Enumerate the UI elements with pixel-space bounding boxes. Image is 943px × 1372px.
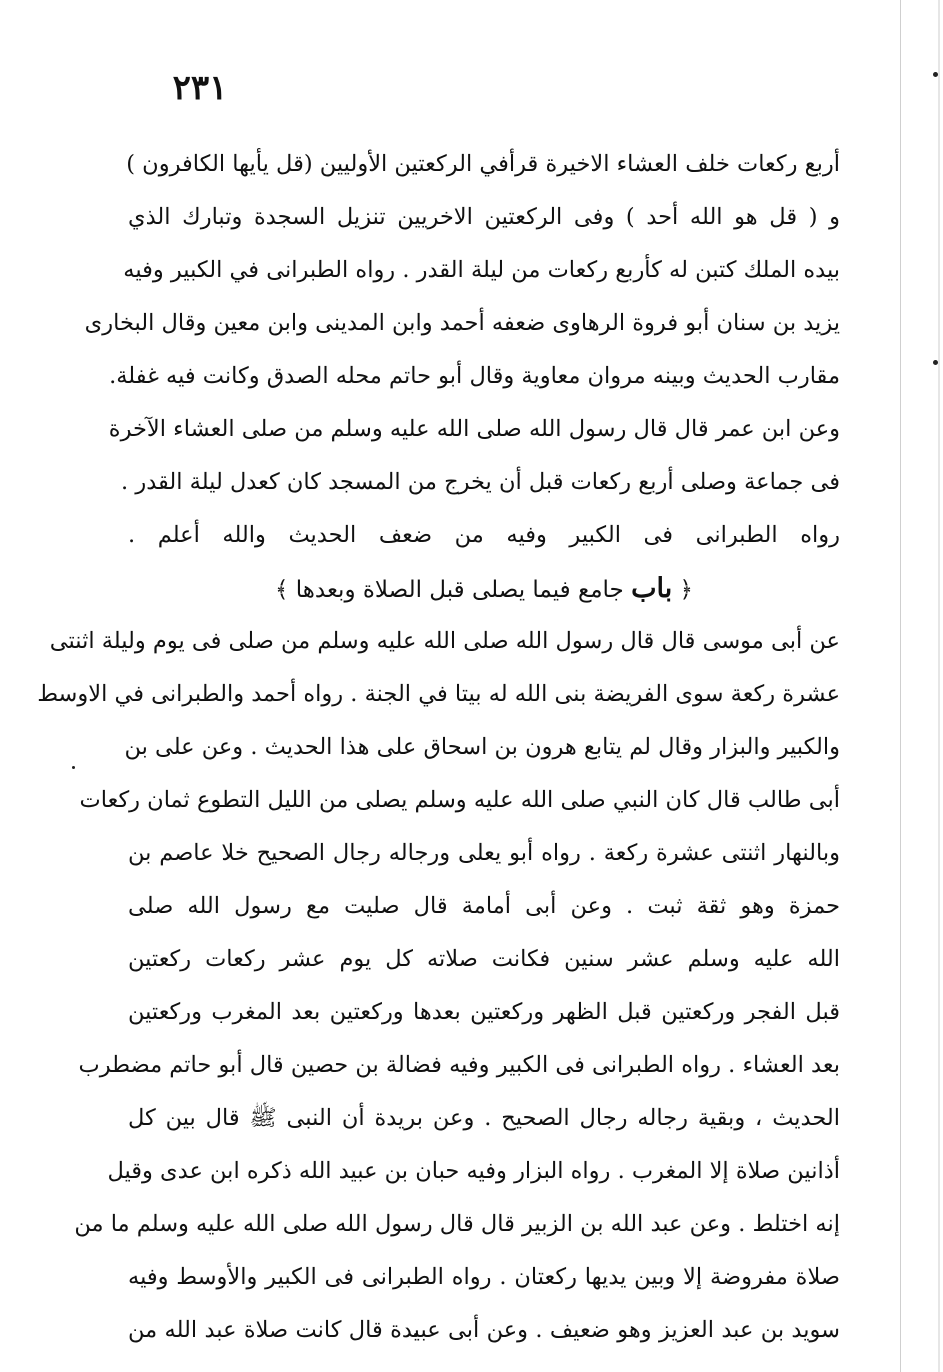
text-line: قبل الفجر وركعتين قبل الظهر وركعتين بعدها وركعتين بعد المغرب وركعتين — [128, 999, 840, 1025]
page-edge-shadow — [938, 0, 940, 1372]
text-line: الله عليه وسلم عشر سنين فكانت صلاته كل يوم عشر ركعات ركعتين — [128, 946, 840, 972]
page-number: ٢٣١ — [172, 68, 228, 108]
page-text — [37, 138, 840, 1357]
stray-dot — [72, 766, 75, 769]
text-line: وبالنهار اثنتى عشرة ركعة . رواه أبو يعلى ورجاله رجال الصحيح خلا عاصم بن — [128, 840, 840, 866]
text-line: صلاة مفروضة إلا وبين يديها ركعتان . رواه الطبرانى فى الكبير والأوسط وفيه — [128, 1264, 840, 1290]
text-line: بيده الملك كتبن له كأربع ركعات من ليلة القدر . رواه الطبرانى في الكبير وفيه — [123, 257, 840, 283]
text-line: بعد العشاء . رواه الطبرانى فى الكبير وفيه فضالة بن حصين قال أبو حاتم مضطرب — [78, 1052, 840, 1078]
text-line: سويد بن عبد العزيز وهو ضعيف . وعن أبى عبيدة قال كانت صلاة عبد الله من — [128, 1317, 840, 1343]
text-line: الحديث ، وبقية رجاله رجال الصحيح . وعن بريدة أن النبى ﷺ قال بين كل — [128, 1105, 840, 1131]
margin-mark — [933, 360, 938, 365]
chapter-heading — [128, 562, 840, 615]
text-line: رواه الطبرانى فى الكبير وفيه من ضعف الحديث والله أعلم . — [128, 522, 840, 548]
text-line: أذانين صلاة إلا المغرب . رواه البزار وفيه حبان بن عبيد الله ذكره ابن عدى وقيل — [107, 1158, 840, 1184]
heading-open-bracket: ﴿ — [679, 577, 694, 603]
page-margin-rule — [900, 0, 901, 1372]
heading-bab: باب — [631, 573, 673, 604]
text-line: و ( قل هو الله أحد ) وفى الركعتين الاخريين تنزيل السجدة وتبارك الذي — [128, 204, 840, 230]
text-line: عشرة ركعة سوى الفريضة بنى الله له بيتا في الجنة . رواه أحمد والطبرانى في الاوسط — [37, 681, 840, 707]
text-line: فى جماعة وصلى أربع ركعات قبل أن يخرج من المسجد كان كعدل ليلة القدر . — [121, 469, 840, 495]
text-line: حمزة وهو ثقة ثبت . وعن أبى أمامة قال صليت مع رسول الله صلى — [128, 893, 840, 919]
text-line: يزيد بن سنان أبو فروة الرهاوى ضعفه أحمد وابن المدينى وابن معين وقال البخارى — [84, 310, 840, 336]
heading-title: جامع فيما يصلى قبل الصلاة وبعدها — [288, 577, 624, 603]
text-line: والكبير والبزار وقال لم يتابع هرون بن اسحاق على هذا الحديث . وعن على بن — [124, 734, 840, 760]
heading-close-bracket: ﴾ — [274, 577, 289, 603]
text-line: أربع ركعات خلف العشاء الاخيرة قرأفي الركعتين الأوليين (قل يأيها الكافرون ) — [126, 151, 840, 177]
margin-mark — [933, 72, 938, 77]
text-line: إنه اختلط . وعن عبد الله بن الزبير قال قال رسول الله صلى الله عليه وسلم ما من — [74, 1211, 840, 1237]
text-line: مقارب الحديث وبينه مروان معاوية وقال أبو حاتم محله الصدق وكانت فيه غفلة. — [109, 363, 840, 389]
text-line: عن أبى موسى قال قال رسول الله صلى الله عليه وسلم من صلى فى يوم وليلة اثنتى — [49, 628, 840, 654]
text-line: وعن ابن عمر قال قال رسول الله صلى الله عليه وسلم من صلى العشاء الآخرة — [108, 416, 840, 442]
text-line: أبى طالب قال كان النبي صلى الله عليه وسلم يصلى من الليل التطوع ثمان ركعات — [79, 787, 840, 813]
